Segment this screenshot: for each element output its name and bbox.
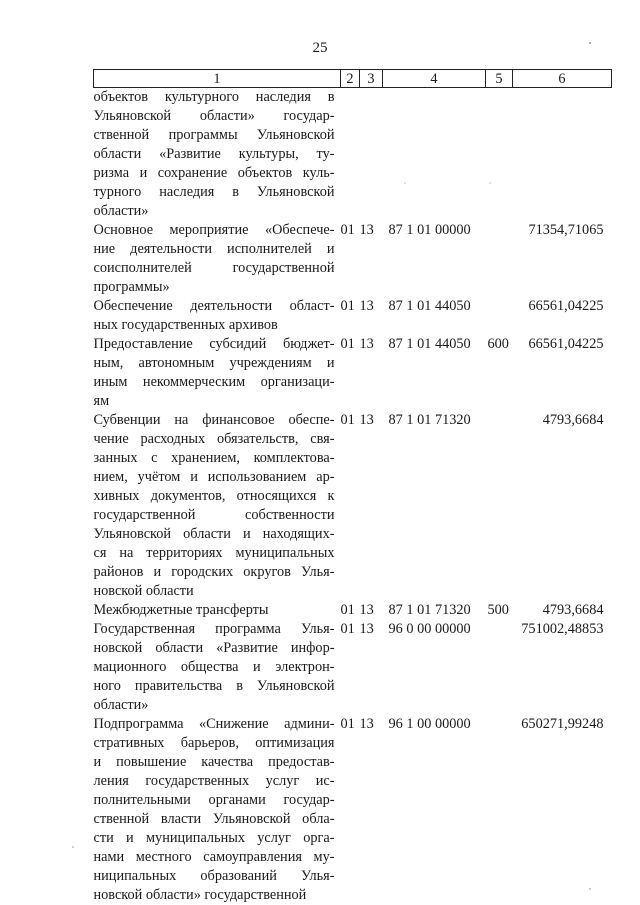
row-name-line: нием, учётом и использованием ар- <box>93 469 335 485</box>
section-code-cell: 13 <box>359 336 374 352</box>
row-name-cell <box>94 411 341 601</box>
row-name-line: ственной программы Ульяновской <box>93 127 335 143</box>
table-row <box>94 297 612 335</box>
table-row <box>94 715 612 905</box>
row-name-cell <box>94 601 341 620</box>
row-name-line: сти и муниципальных услуг орга- <box>93 830 335 846</box>
row-name-cell <box>94 715 341 905</box>
target-article-cell: 87 1 01 44050 <box>388 336 471 352</box>
row-name-line: ного правительства в Ульяновской <box>93 678 335 694</box>
chapter-code-cell: 01 <box>340 336 355 352</box>
chapter-code-cell: 01 <box>340 716 355 732</box>
column-header-6: 6 <box>513 70 612 88</box>
section-code-cell: 13 <box>359 298 374 314</box>
chapter-code-cell <box>341 88 360 222</box>
row-name-line: ных государственных архивов <box>93 317 278 333</box>
column-header-2: 2 <box>341 70 360 88</box>
column-header-4: 4 <box>383 70 486 88</box>
row-name-line: Обеспечение деятельности област- <box>93 298 335 314</box>
column-header-5: 5 <box>486 70 513 88</box>
row-name-line: новской области «Развитие инфор- <box>93 640 335 656</box>
row-name-line: объектов культурного наследия в <box>93 89 335 105</box>
amount-cell: 650271,99248 <box>521 716 604 732</box>
section-code-cell: 13 <box>359 602 374 618</box>
expense-type-cell <box>486 297 513 335</box>
column-header-3: 3 <box>360 70 383 88</box>
row-name-line: программы» <box>93 279 170 295</box>
target-article-cell: 87 1 01 71320 <box>388 602 471 618</box>
target-article-cell: 96 0 00 00000 <box>388 621 471 637</box>
row-name-line: Ульяновской области» государ- <box>93 108 335 124</box>
row-name-line: иным некоммерческим организаци- <box>93 374 335 390</box>
expense-type-cell: 600 <box>487 336 509 352</box>
row-name-cell <box>94 620 341 715</box>
row-name-line: государственной собственности <box>93 507 335 523</box>
row-name-line: новской области» государственной <box>93 887 307 903</box>
row-name-line: Основное мероприятие «Обеспече- <box>93 222 335 238</box>
row-name-line: ям <box>93 393 110 409</box>
amount-cell: 4793,6684 <box>542 602 604 618</box>
row-name-line: области» <box>93 203 149 219</box>
amount-cell: 66561,04225 <box>528 298 604 314</box>
row-name-line: ления государственных услуг ис- <box>93 773 335 789</box>
section-code-cell <box>360 88 383 222</box>
row-name-line: Ульяновской области и находящих- <box>93 526 335 542</box>
expense-type-cell <box>486 411 513 601</box>
row-name-line: и повышение качества предостав- <box>93 754 335 770</box>
row-name-line: Государственная программа Улья- <box>93 621 335 637</box>
table-row <box>94 88 612 222</box>
row-name-line: чение расходных обязательств, свя- <box>93 431 335 447</box>
chapter-code-cell: 01 <box>340 412 355 428</box>
table-body <box>94 88 612 905</box>
row-name-line: области» <box>93 697 149 713</box>
section-code-cell: 13 <box>359 412 374 428</box>
table-row <box>94 601 612 620</box>
row-name-cell <box>94 221 341 297</box>
section-code-cell: 13 <box>359 621 374 637</box>
expense-type-cell: 500 <box>487 602 509 618</box>
table-header-row <box>94 70 612 88</box>
target-article-cell: 87 1 01 44050 <box>388 298 471 314</box>
row-name-line: Межбюджетные трансферты <box>93 602 269 618</box>
row-name-line: полнительными органами государ- <box>93 792 335 808</box>
row-name-line: нами местного самоуправления му- <box>93 849 335 865</box>
table-row <box>94 335 612 411</box>
row-name-line: соисполнителей государственной <box>93 260 335 276</box>
amount-cell: 71354,71065 <box>528 222 604 238</box>
row-name-cell <box>94 88 341 222</box>
table-row <box>94 620 612 715</box>
expense-type-cell <box>486 88 513 222</box>
expense-type-cell <box>486 221 513 297</box>
target-article-cell: 87 1 01 71320 <box>388 412 471 428</box>
chapter-code-cell: 01 <box>340 298 355 314</box>
row-name-line: ся на территориях муниципальных <box>93 545 335 561</box>
target-article-cell: 87 1 01 00000 <box>388 222 471 238</box>
section-code-cell: 13 <box>359 222 374 238</box>
row-name-line: ние деятельности исполнителей и <box>93 241 335 257</box>
chapter-code-cell: 01 <box>340 222 355 238</box>
row-name-line: занных с хранением, комплектова- <box>93 450 335 466</box>
row-name-line: ризма и сохранение объектов куль- <box>93 165 335 181</box>
table-row <box>94 221 612 297</box>
section-code-cell: 13 <box>359 716 374 732</box>
column-header-1: 1 <box>94 70 341 88</box>
chapter-code-cell: 01 <box>340 602 355 618</box>
expense-type-cell <box>486 715 513 905</box>
row-name-line: Субвенции на финансовое обеспе- <box>93 412 335 428</box>
row-name-line: ственной власти Ульяновской обла- <box>93 811 335 827</box>
target-article-cell <box>383 88 486 222</box>
row-name-line: хивных документов, относящихся к <box>93 488 335 504</box>
amount-cell: 66561,04225 <box>528 336 604 352</box>
row-name-cell <box>94 335 341 411</box>
row-name-line: ниципальных образований Улья- <box>93 868 335 884</box>
table-row <box>94 411 612 601</box>
row-name-line: мационного общества и электрон- <box>93 659 335 675</box>
row-name-line: районов и городских округов Улья- <box>93 564 335 580</box>
amount-cell: 751002,48853 <box>521 621 604 637</box>
row-name-line: Предоставление субсидий бюджет- <box>93 336 335 352</box>
amount-cell <box>513 88 612 222</box>
row-name-line: новской области <box>93 583 194 599</box>
target-article-cell: 96 1 00 00000 <box>388 716 471 732</box>
row-name-line: стративных барьеров, оптимизация <box>93 735 335 751</box>
chapter-code-cell: 01 <box>340 621 355 637</box>
row-name-line: Подпрограмма «Снижение админи- <box>93 716 335 732</box>
row-name-line: ным, автономным учреждениям и <box>93 355 335 371</box>
page-number: 25 <box>312 40 328 56</box>
row-name-line: области «Развитие культуры, ту- <box>93 146 335 162</box>
row-name-line: турного наследия в Ульяновской <box>93 184 335 200</box>
row-name-cell <box>94 297 341 335</box>
budget-table <box>93 69 612 905</box>
amount-cell: 4793,6684 <box>542 412 604 428</box>
expense-type-cell <box>486 620 513 715</box>
